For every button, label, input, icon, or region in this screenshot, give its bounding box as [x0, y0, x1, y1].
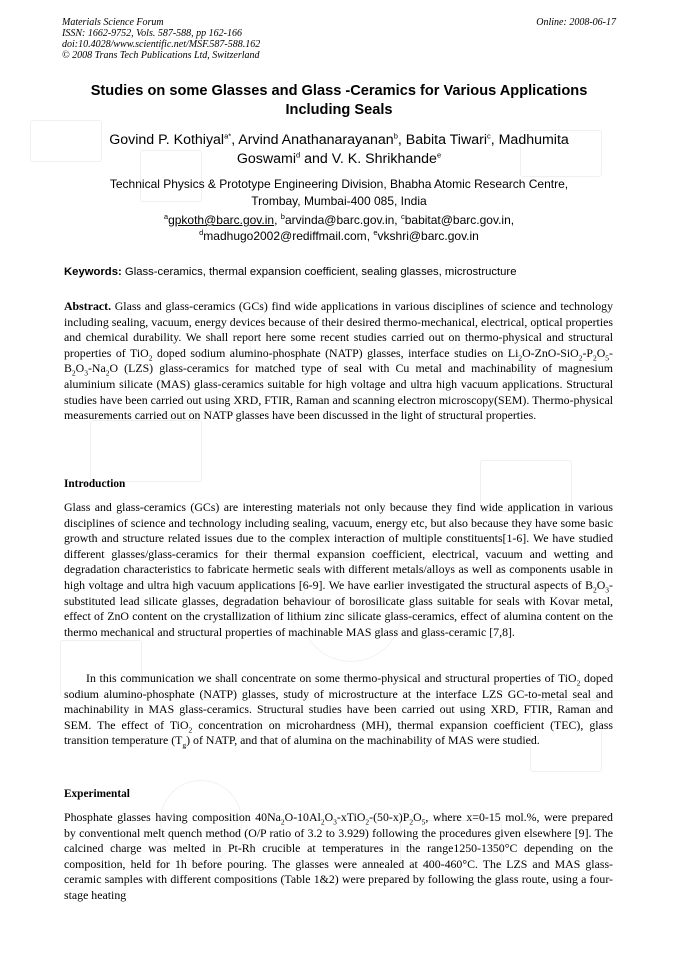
email-text: arvinda@barc.gov.in — [284, 213, 395, 227]
keywords-label: Keywords: — [64, 266, 122, 278]
issn-line: ISSN: 1662-9752, Vols. 587-588, pp 162-166 — [62, 28, 242, 39]
copyright-line: © 2008 Trans Tech Publications Ltd, Switzerland — [62, 50, 260, 61]
intro-paragraph-2: In this communication we shall concentrate on some thermo-physical and structural properties of TiO$_2$ doped sodium alumino-phosphate (NATP) glasses, study of microstructure at the interface LZS GC-to-metal seal and machinability in MAS glass-ceramics. Structural studies have been carried out using XRD, FTIR, Raman and SEM. The effect of TiO$_2$ concentration on microhardness (MH), thermal expansion coefficient (TEC), glass transition temperature $(T_g)$ of NATP, and that of alumina on the machinability of MAS were studied. — [64, 671, 614, 750]
journal-header — [62, 17, 260, 61]
abstract: Abstract. Glass and glass-ceramics (GCs) find wide applications in various disciplines of science and technology including sealing, vacuum, energy devices because of their desired thermo-mechanical, electrical, optical properties and chemical durability. We shall report here some recent studies carried out on thermo-physical and structural properties of TiO$_2$ doped sodium alumino-phosphate (NATP) glasses, interface studies on $Li_2O-ZnO-SiO_2-P_2O_5-B_2O_3-Na_2O$ (LZS) glass-ceramics for matched type of seal with Cu metal and machinability of magnesium aluminium silicate (MAS) glass-ceramics suitable for high voltage and ultra high vacuum applications. Structural studies have been carried out using XRD, FTIR, Raman and scanning electron microscopy(SEM). Thermo-physical measurements carried out on NATP glasses have been discussed in the light of structural properties. — [64, 299, 613, 423]
journal-name: Materials Science Forum — [62, 17, 164, 28]
keywords — [64, 265, 620, 279]
intro-paragraph-1: Glass and glass-ceramics (GCs) are interesting materials not only because they find wide application in various disciplines of science and technology including sealing, vacuum, energy etc, but also because they have some basic growth and structure related issues due to the complex interaction of multiple constituents[1-6]. We have studied different glasses/glass-ceramics for their thermal expansion coefficient, electrical, vacuum and wetting and degradation characteristics to fabricate hermetic seals with different metals/alloys as well as components usable in high voltage and ultra high vacuum applications [6-9]. We have earlier investigated the structural aspects of $B_2O_3$-substituted lead silicate glasses, degradation behaviour of borosilicate glass suitable for seals with Kovar metal, effect of ZnO content on the crystallization of lithium zinc silicate glass-ceramics, effect of alumina content on the thermo mechanical and structural properties of machinable MAS glass and glass-ceramic [7,8]. — [64, 500, 613, 639]
author-name: Arvind Anathanarayanan — [238, 132, 394, 148]
section-heading-experimental: Experimental — [64, 788, 130, 800]
author-name: Madhumita — [498, 132, 569, 148]
keywords-text: Glass-ceramics, thermal expansion coefficient, sealing glasses, microstructure — [124, 266, 517, 278]
doi-line: doi:10.4028/www.scientific.net/MSF.587-588.162 — [62, 39, 261, 50]
section-heading-introduction: Introduction — [64, 478, 126, 490]
author-name: V. K. Shrikhande — [331, 151, 437, 167]
email-list: $^a$gpkoth@barc.gov.in, $^b$arvinda@barc.gov.in, $^c$babitat@barc.gov.in, $^d$madhugo2002@rediffmail.com, $^e$vkshri@barc.gov.in — [163, 212, 515, 243]
author-name: Govind P. Kothiyal — [109, 132, 225, 148]
affiliation: Technical Physics & Prototype Engineering Division, Bhabha Atomic Research Centre, Trombay, Mumbai-400 085, India — [109, 177, 569, 208]
email-link[interactable]: gpkoth@barc.gov.in — [168, 213, 275, 227]
email-text: vkshri@barc.gov.in — [377, 229, 479, 243]
email-text: babitat@barc.gov.in — [404, 213, 511, 227]
experimental-paragraph: Phosphate glasses having composition $40Na_2O-10Al_2O_3-xTiO_2-(50-x)P_2O_5$, where x=0-15 mol.%, were prepared by conventional melt quench method (O/P ratio of 3.2 to 3.929) following the procedures given elsewhere [9]. The calcined charge was melted in Pt-Rh crucible at temperatures in the range1250-1350°C depending on the composition, held for 1h before pouring. The glasses were annealed at 400-460°C. The LZS and MAS glass-ceramic samples with different compositions (Table 1&2) were prepared by following the glass route, using a four-stage heating — [64, 810, 613, 902]
author-name: Babita Tiwari — [405, 132, 487, 148]
online-date: Online: 2008-06-17 — [536, 17, 616, 28]
abstract-label: Abstract. — [64, 299, 112, 313]
author-name: Goswami — [236, 151, 297, 167]
email-text: madhugo2002@rediffmail.com — [203, 229, 367, 243]
paper-title: Studies on some Glasses and Glass -Ceramics for Various Applications Including Seals — [90, 83, 588, 118]
author-list: Govind P. Kothiyal$^{a*}$, Arvind Anathanarayanan$^b$, Babita Tiwari$^c$, Madhumita Goswami$^d$ and V. K. Shrikhande$^e$ — [109, 131, 569, 167]
